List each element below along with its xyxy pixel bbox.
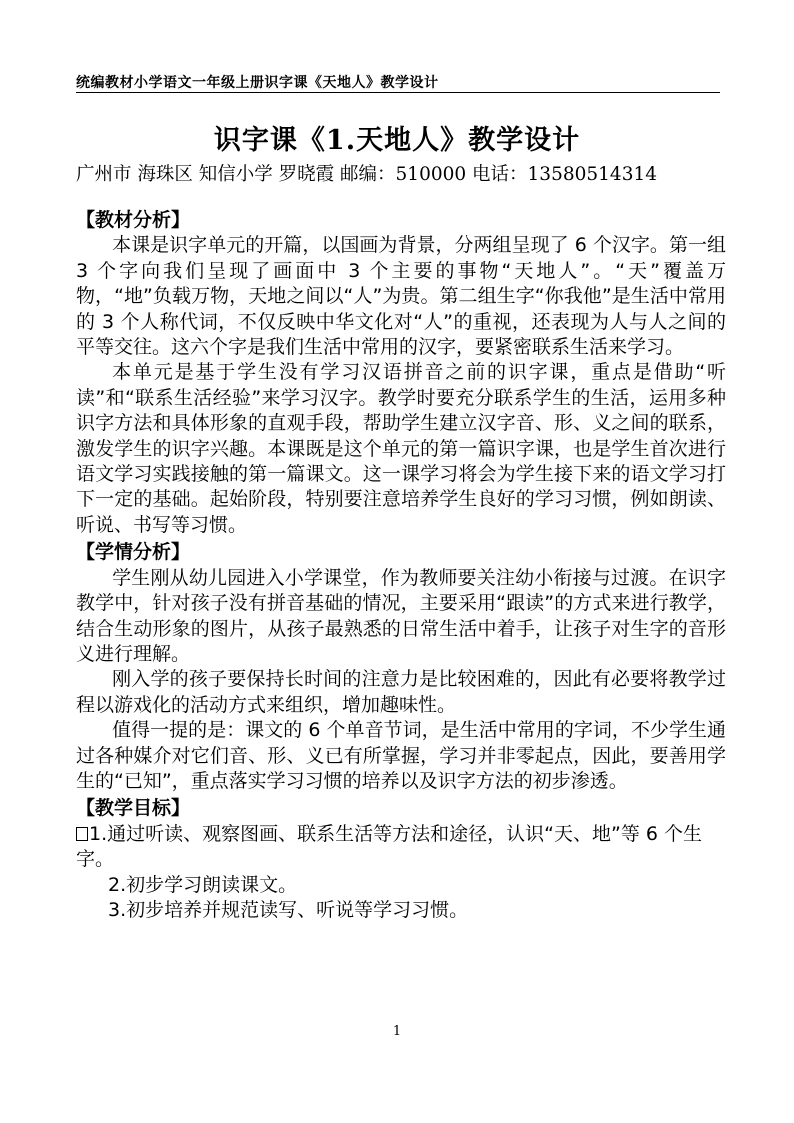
author-info: 广州市 海珠区 知信小学 罗晓霞 邮编：510000 电话：13580514314 [76,164,657,185]
goal-item [76,822,726,873]
paragraph: 刚入学的孩子要保持长时间的注意力是比较困难的，因此有必要将教学过程以游戏化的活动方式来组织，增加趣味性。 [76,668,726,716]
goal-item: 3.初步培养并规范读写、听说等学习习惯。 [108,898,469,921]
placeholder-box-icon [76,827,88,841]
goal-text: 1.通过听读、观察图画、联系生活等方法和途径，认识“天、地”等 6 个生字。 [76,822,702,871]
header-rule [76,92,720,93]
running-header: 统编教材小学语文一年级上册识字课《天地人》教学设计 [76,75,439,91]
document-title: 识字课《1.天地人》教学设计 [213,125,581,156]
document-body [76,208,726,923]
page-number: 1 [392,1024,402,1039]
section-heading-teaching-goals: 【教学目标】 [76,797,191,820]
goal-item: 2.初步学习朗读课文。 [108,873,298,896]
paragraph: 本课是识字单元的开篇，以国画为背景，分两组呈现了 6 个汉字。第一组 3 个字向我们呈现了画面中 3 个主要的事物“天地人”。“天”覆盖万物，“地”负载万物，天地之间以“人”为贵。第二组生字“你我他”是生活中常用的 3 个人称代词，不仅反映中华文化对“人”的重视，还表现为人与人之间的平等交往。这六个字是我们生活中常用的汉字，要紧密联系生活来学习。 [76,234,726,359]
paragraph: 值得一提的是：课文的 6 个单音节词，是生活中常用的字词，不少学生通过各种媒介对它们音、形、义已有所掌握，学习并非零起点，因此，要善用学生的“已知”，重点落实学习习惯的培养以及识字方法的初步渗透。 [76,719,726,792]
section-heading-student-analysis: 【学情分析】 [76,541,191,564]
paragraph: 本单元是基于学生没有学习汉语拼音之前的识字课，重点是借助“听读”和“联系生活经验”来学习汉字。教学时要充分联系学生的生活，运用多种识字方法和具体形象的直观手段，帮助学生建立汉字音、形、义之间的联系，激发学生的识字兴趣。本课既是这个单元的第一篇识字课，也是学生首次进行语文学习实践接触的第一篇课文。这一课学习将会为学生接下来的语文学习打下一定的基础。起始阶段，特别要注意培养学生良好的学习习惯，例如朗读、听说、书写等习惯。 [76,361,726,536]
section-heading-textbook-analysis: 【教材分析】 [76,209,191,231]
paragraph: 学生刚从幼儿园进入小学课堂，作为教师要关注幼小衔接与过渡。在识字教学中，针对孩子没有拼音基础的情况，主要采用“跟读”的方式来进行教学，结合生动形象的图片，从孩子最熟悉的日常生活中着手，让孩子对生字的音形义进行理解。 [76,566,726,665]
